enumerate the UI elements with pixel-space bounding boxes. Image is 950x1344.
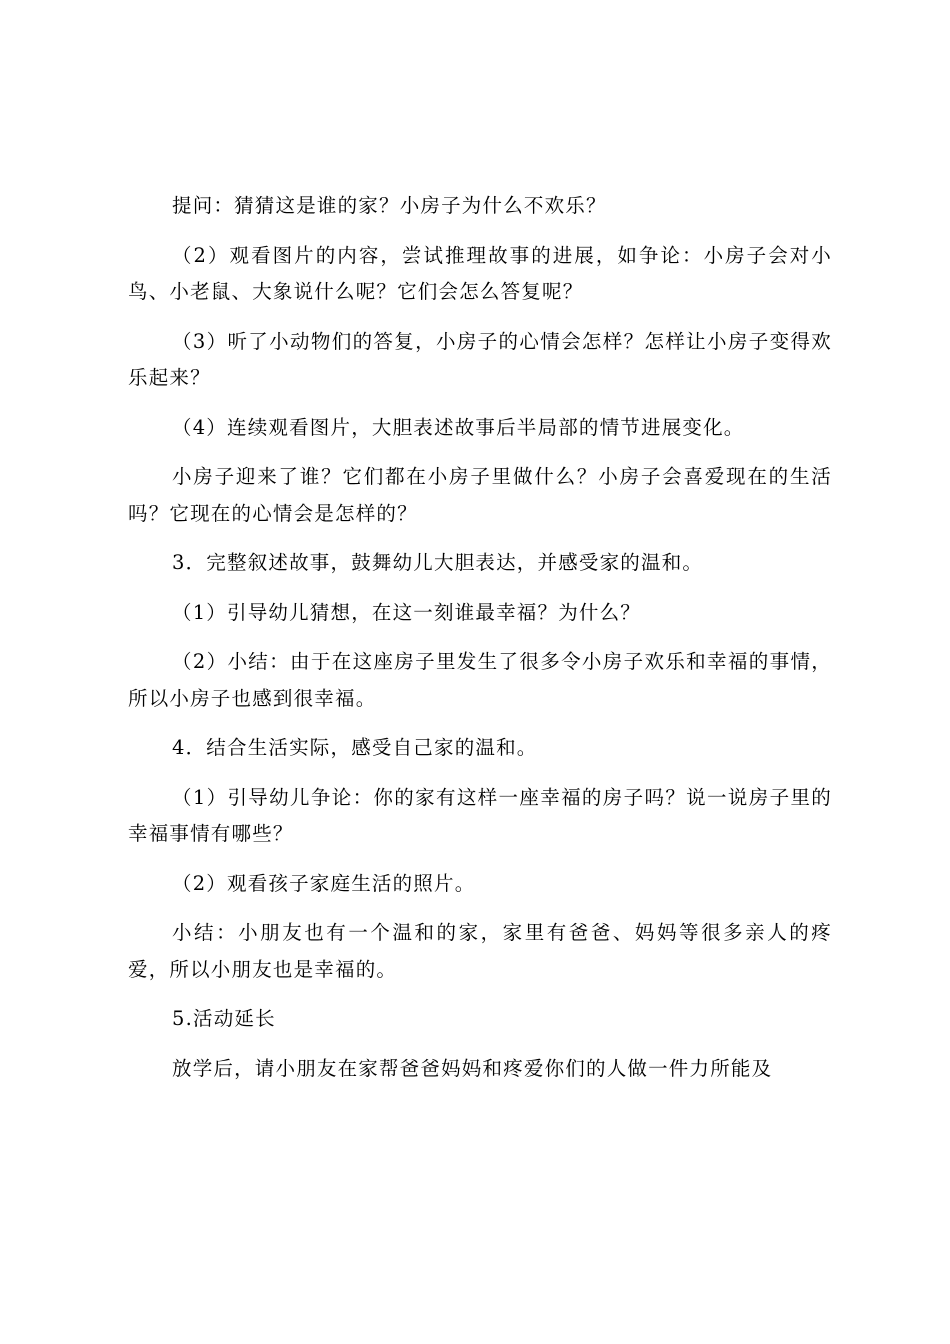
paragraph-step-2-4: （4）连续观看图片，大胆表述故事后半局部的情节进展变化。 (172, 415, 745, 439)
paragraph-step-4-2: （2）观看孩子家庭生活的照片。 (172, 871, 476, 895)
paragraph-summary: 小结：小朋友也有一个温和的家，家里有爸爸、妈妈等很多亲人的疼爱，所以小朋友也是幸福的。 (128, 921, 832, 981)
paragraph-step-3-1: （1）引导幼儿猜想，在这一刻谁最幸福？为什么？ (172, 600, 642, 624)
paragraph-section-4: 4．结合生活实际，感受自己家的温和。 (172, 736, 538, 759)
paragraph-step-3-2: （2）小结：由于在这座房子里发生了很多令小房子欢乐和幸福的事情，所以小房子也感到很幸福。 (128, 650, 832, 710)
paragraph-extension: 放学后，请小朋友在家帮爸爸妈妈和疼爱你们的人做一件力所能及 (172, 1056, 773, 1080)
paragraph-step-2-2: （2）观看图片的内容，尝试推理故事的进展，如争论：小房子会对小鸟、小老鼠、大象说什么呢？它们会怎么答复呢？ (128, 243, 832, 303)
paragraph-section-3: 3．完整叙述故事，鼓舞幼儿大胆表达，并感受家的温和。 (172, 551, 704, 574)
paragraph-section-5: 5.活动延长 (172, 1007, 276, 1030)
paragraph-step-4-1: （1）引导幼儿争论：你的家有这样一座幸福的房子吗？说一说房子里的幸福事情有哪些？ (128, 785, 832, 845)
paragraph-follow-up-questions: 小房子迎来了谁？它们都在小房子里做什么？小房子会喜爱现在的生活吗？它现在的心情会是怎样的？ (128, 465, 832, 525)
paragraph-step-2-3: （3）听了小动物们的答复，小房子的心情会怎样？怎样让小房子变得欢乐起来？ (128, 329, 832, 389)
document-body (128, 188, 832, 1100)
paragraph-question: 提问：猜猜这是谁的家？小房子为什么不欢乐？ (172, 194, 607, 217)
